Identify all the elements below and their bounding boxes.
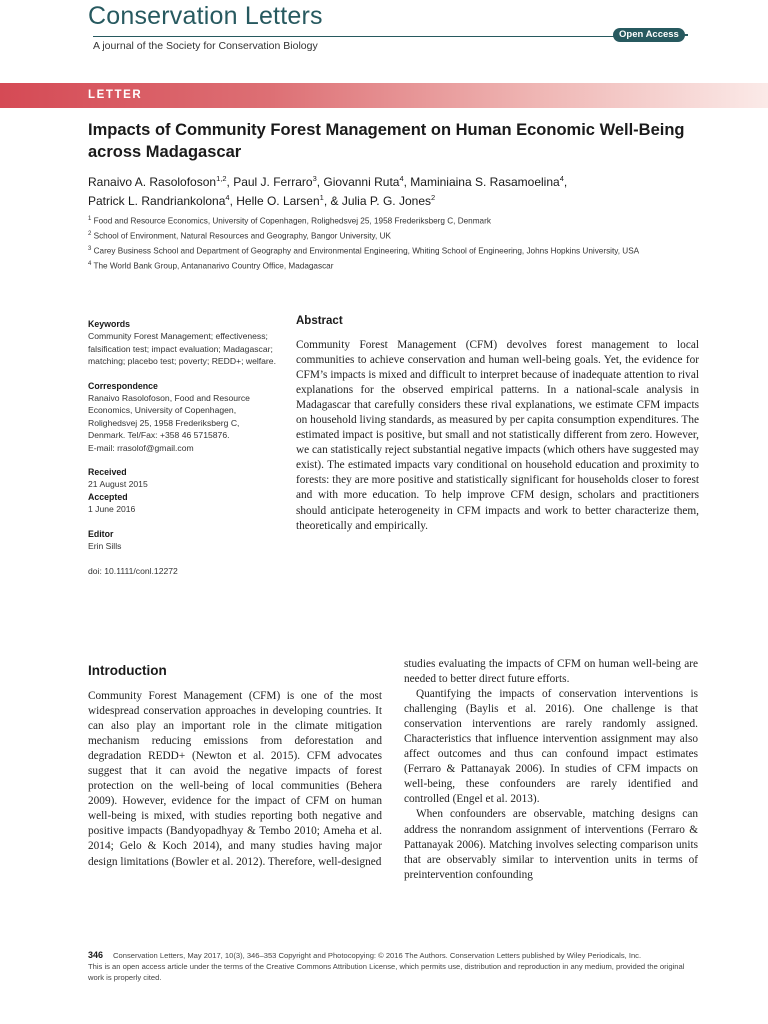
author-affiliation-marker: 3 — [312, 174, 317, 183]
affiliations — [88, 213, 728, 273]
page-footer — [88, 950, 700, 983]
author-name: Maminiaina S. Rasamoelina — [410, 175, 560, 189]
affiliation-text: Food and Resource Economics, University of Copenhagen, Rolighedsvej 25, 1958 Frederiksberg C, Denmark — [91, 216, 491, 226]
author-affiliation-marker: 2 — [431, 193, 436, 202]
author-name: Ranaivo A. Rasolofoson — [88, 175, 217, 189]
accepted-heading: Accepted — [88, 491, 128, 502]
correspondence-heading: Correspondence — [88, 380, 158, 391]
affiliation-number: 3 — [88, 245, 92, 252]
journal-subtitle: A journal of the Society for Conservation Biology — [93, 40, 318, 52]
author-separator: , — [563, 175, 568, 189]
author-list — [88, 171, 688, 209]
affiliation-number: 2 — [88, 230, 92, 237]
author-name: Julia P. G. Jones — [341, 194, 431, 208]
correspondence-email[interactable]: E-mail: rrasolof@gmail.com — [88, 442, 194, 453]
article-title: Impacts of Community Forest Management on Human Economic Well-Being across Madagascar — [88, 121, 685, 161]
accepted-date: 1 June 2016 — [88, 504, 136, 515]
affiliation-text: Carey Business School and Department of Geography and Environmental Engineering, Whiting School of Engineering, Johns Hopkins University, USA — [91, 246, 640, 256]
correspondence-line: Denmark. Tel/Fax: +358 46 5715876. — [88, 430, 230, 441]
page-number: 346 — [88, 950, 104, 960]
author-affiliation-marker: 4 — [225, 193, 230, 202]
affiliation-line — [88, 258, 728, 273]
received-date: 21 August 2015 — [88, 479, 148, 490]
author-name: Patrick L. Randriankolona — [88, 194, 226, 208]
affiliation-text: The World Bank Group, Antananarivo Country Office, Madagascar — [91, 261, 334, 271]
editor-heading: Editor — [88, 528, 114, 539]
header-rule-tail — [682, 34, 688, 36]
received-heading: Received — [88, 467, 127, 478]
article-info-sidebar — [88, 318, 288, 577]
header-rule-right — [376, 36, 616, 37]
author-separator: , — [316, 175, 324, 189]
affiliation-number: 4 — [88, 260, 92, 267]
editor-name: Erin Sills — [88, 541, 122, 552]
doi-link[interactable]: doi: 10.1111/conl.12272 — [88, 565, 178, 576]
license-text: This is an open access article under the terms of the Creative Commons Attribution License, which permits use, distribution and reproduction in any medium, provided the original work is properly cited. — [88, 962, 685, 982]
correspondence-line: Rolighedsvej 25, 1958 Frederiksberg C, — [88, 417, 240, 428]
section-label: LETTER — [88, 89, 143, 101]
body-paragraph: Quantifying the impacts of conservation interventions is challenging (Baylis et al. 2016). One challenge is that conservation interventions are rarely randomly assigned. Characteristics that influence intervention assignment may also affect outcomes and thus can confound impact estimates (Ferraro & Pattanayak 2006). In studies of CFM impacts on well-being, these confounders are rarely identified and controlled (Engel et al. 2013). — [404, 688, 698, 806]
body-column-right — [404, 657, 698, 883]
correspondence-line: Ranaivo Rasolofoson, Food and Resource — [88, 393, 250, 404]
author-name: Helle O. Larsen — [236, 194, 320, 208]
journal-title: Conservation Letters — [88, 2, 323, 30]
keywords-heading: Keywords — [88, 319, 131, 329]
author-name: Giovanni Ruta — [323, 175, 400, 189]
introduction-heading: Introduction — [88, 663, 167, 678]
body-column-left — [88, 689, 382, 870]
citation-line: Conservation Letters, May 2017, 10(3), 346–353 Copyright and Photocopying: © 2016 The Authors. Conservation Letters published by Wiley Periodicals, Inc. — [113, 951, 642, 960]
affiliation-line — [88, 228, 728, 243]
author-affiliation-marker: 1 — [319, 193, 324, 202]
affiliation-number: 1 — [88, 216, 92, 222]
open-access-badge: Open Access — [613, 28, 685, 42]
affiliation-text: School of Environment, Natural Resources and Geography, Bangor University, UK — [91, 231, 391, 241]
keywords-text: Community Forest Management; effectiveness; falsification test; impact evaluation; Madagascar; matching; placebo test; poverty; REDD+; welfare. — [88, 331, 276, 367]
author-separator: , & — [323, 194, 342, 208]
body-paragraph: When confounders are observable, matching designs can address the nonrandom assignment of interventions (Ferraro & Pattanayak 2006). Matching involves selecting comparison units that are observably similar to intervention units in terms of preintervention confounding — [404, 808, 698, 881]
body-paragraph: Community Forest Management (CFM) is one of the most widespread conservation approaches in developing countries. It can also play an important role in the climate mitigation mechanism reducing emissions from deforestation and degradation REDD+ (Newton et al. 2015). CFM advocates suggest that it can avoid the negative impacts of forest protection on the well-being of local communities (Behera 2009). However, evidence for the impact of CFM on human well-being is mixed, with studies reporting both negative and positive impacts (Bandyopadhyay & Tembo 2010; Ameha et al. 2014; Gelo & Koch 2014), and many studies having major design limitations (Bowler et al. 2012). Therefore, well-designed — [88, 690, 382, 868]
affiliation-line — [88, 213, 728, 228]
author-separator: , — [229, 194, 237, 208]
author-affiliation-marker: 1,2 — [216, 174, 227, 183]
author-affiliation-marker: 4 — [399, 174, 404, 183]
header-rule — [93, 36, 376, 37]
body-paragraph: studies evaluating the impacts of CFM on human well-being are needed to better direct future efforts. — [404, 658, 698, 686]
abstract-text: Community Forest Management (CFM) devolves forest management to local communities to achieve conservation and human well-being goals. Yet, the evidence for CFM’s impacts is mixed and difficult to interpret because of inadequate attention to rival explanations for the observed empirical patterns. In a national-scale analysis in Madagascar that carefully considers these rival explanations, we estimate CFM impacts on household living standards, as measured by per capita consumption expenditures. The estimated impact is positive, but small and not statistically different from zero. However, we can statistically reject substantial negative impacts (which others have suggested may exist). The estimated impacts vary conditional on household education and proximity to forests: they are more positive and statistically significant for households closer to forest and with more education. To help improve CFM design, scholars and practitioners should anticipate heterogeneity in CFM impacts and work to better characterize them, theoretically and empirically. — [296, 339, 699, 532]
author-affiliation-marker: 4 — [559, 174, 564, 183]
affiliation-line — [88, 243, 728, 258]
correspondence-line: Economics, University of Copenhagen, — [88, 405, 237, 416]
abstract-heading: Abstract — [296, 315, 343, 327]
author-separator: , — [403, 175, 411, 189]
author-separator: , — [226, 175, 234, 189]
author-name: Paul J. Ferraro — [233, 175, 313, 189]
